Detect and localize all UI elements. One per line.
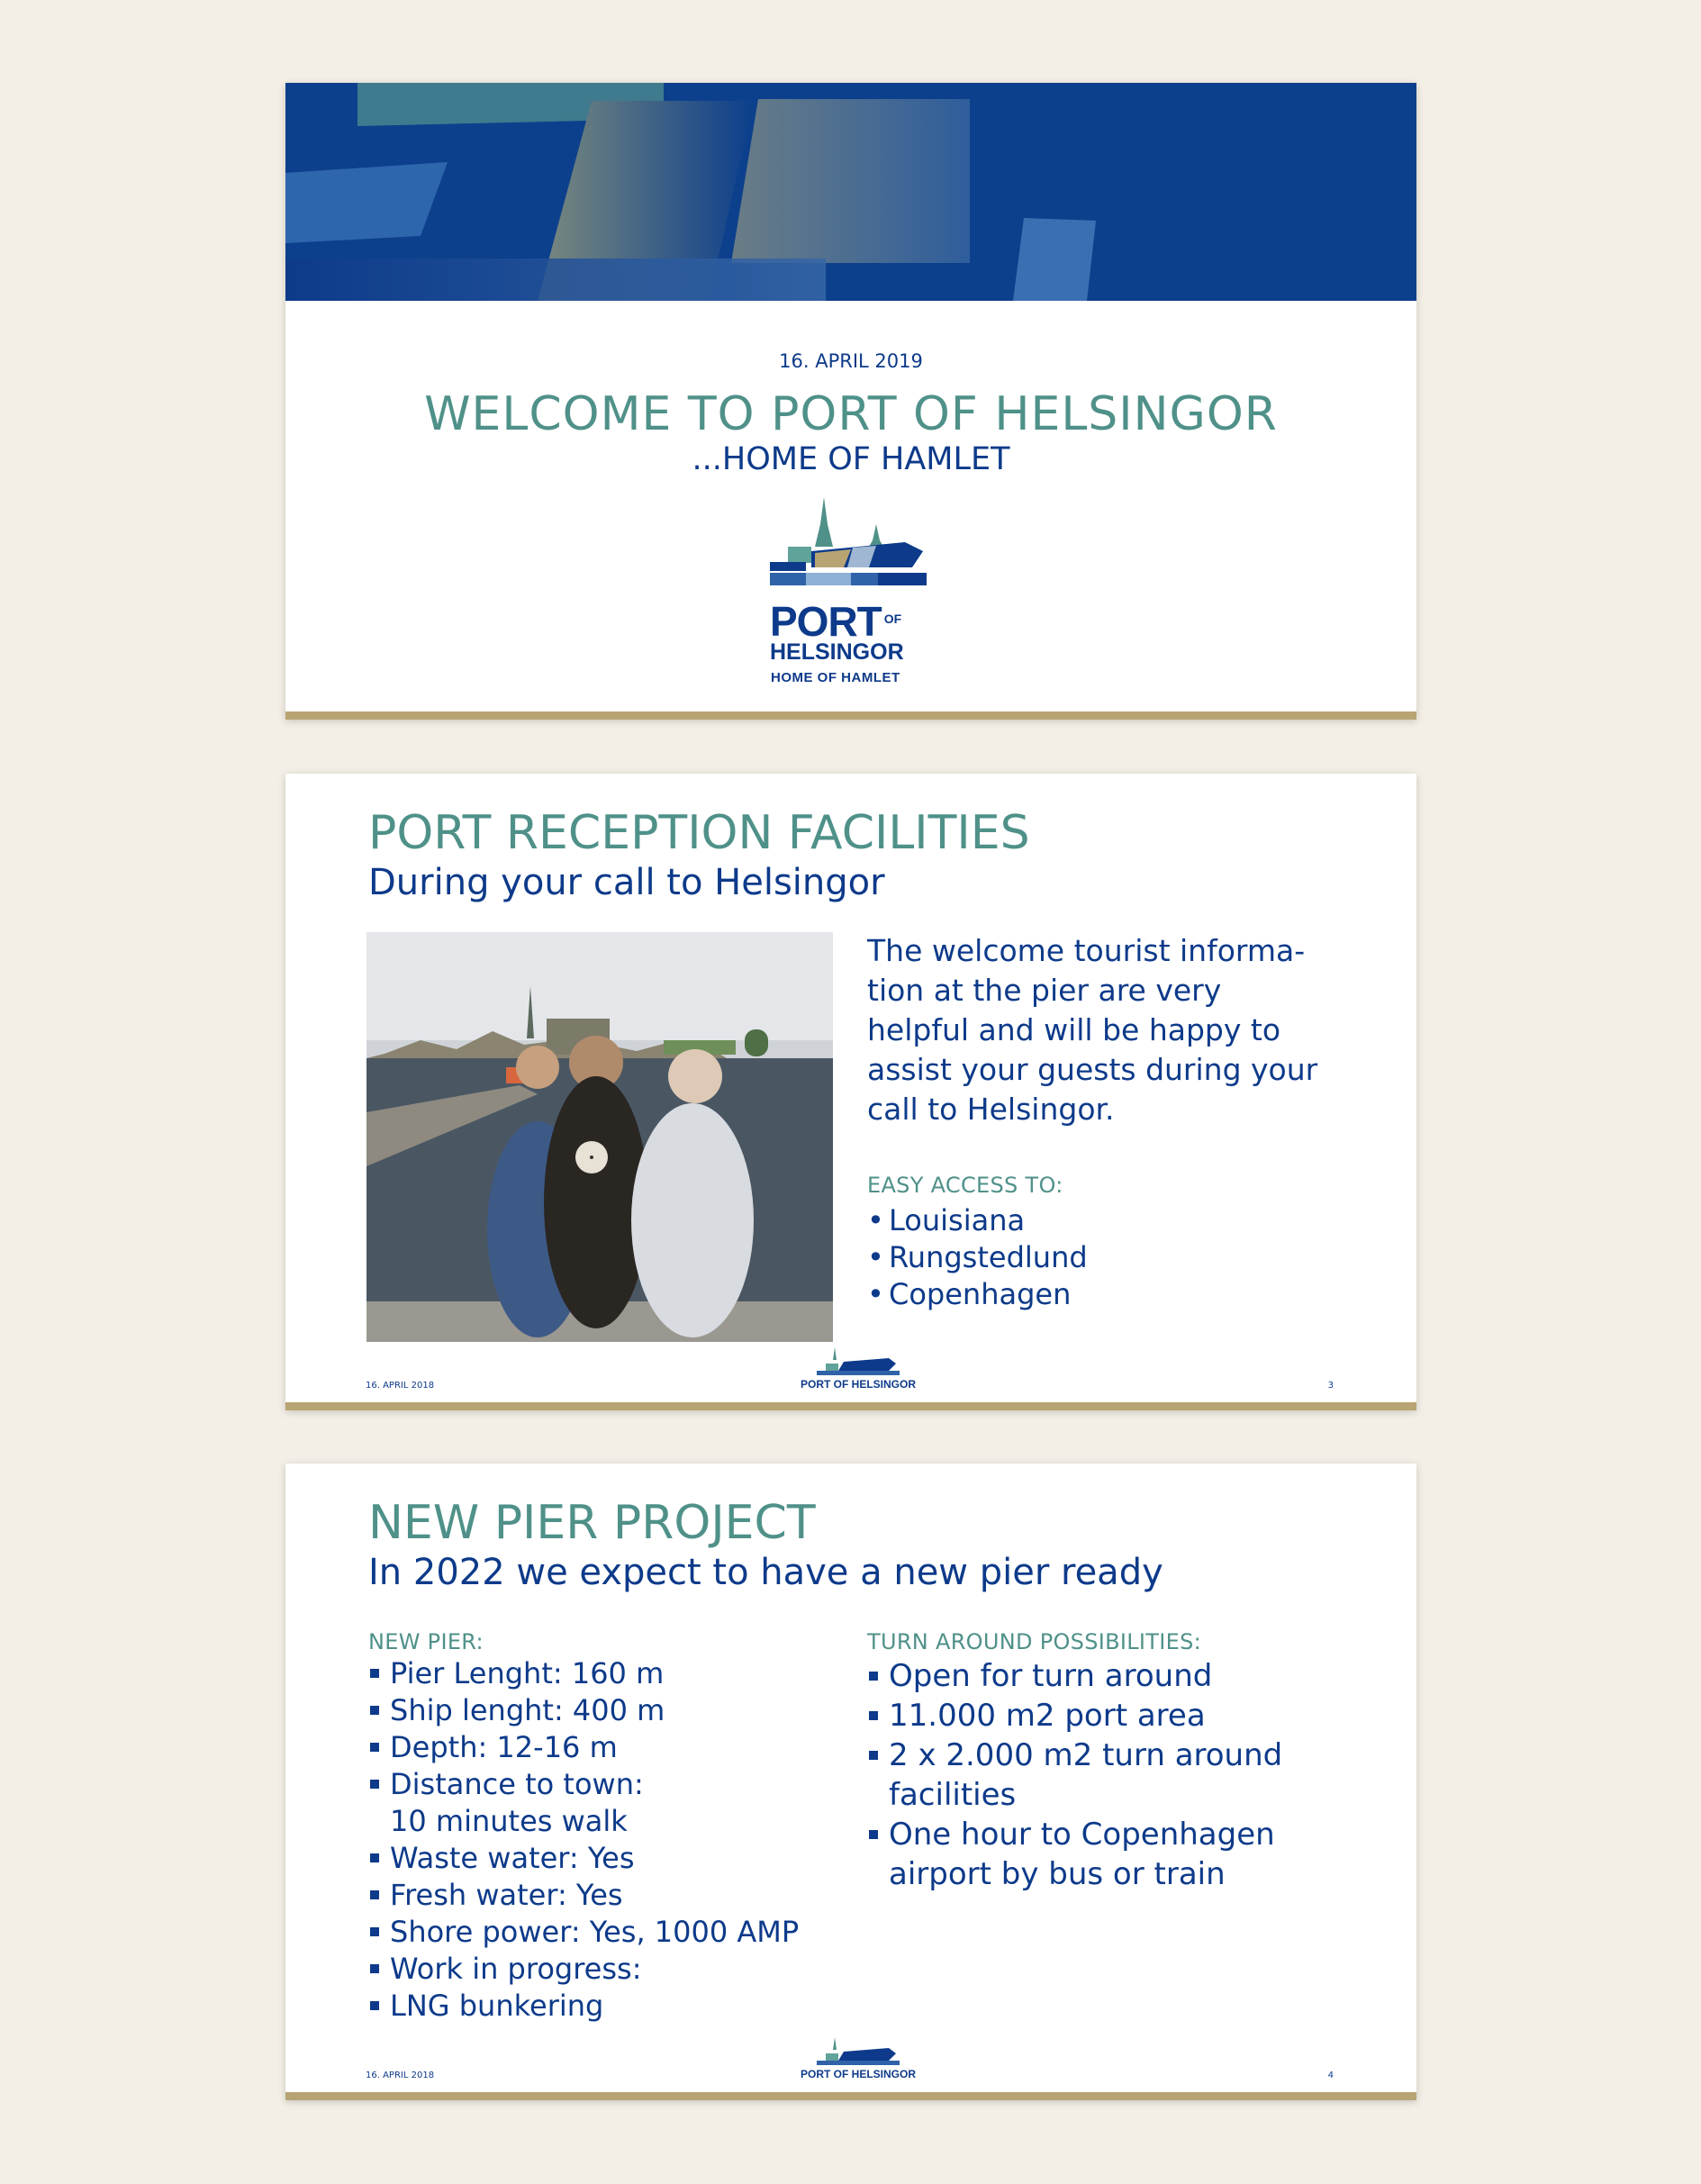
list-item: 11.000 m2 port area	[867, 1696, 1335, 1735]
access-list	[867, 1202, 1088, 1313]
footer-date: 16. APRIL 2018	[366, 2071, 435, 2080]
list-item: Work in progress:	[368, 1951, 799, 1988]
list-item: 2 x 2.000 m2 turn around facilities	[867, 1735, 1335, 1815]
slide-heading: NEW PIER PROJECT	[368, 1496, 816, 1550]
footer-logo-text: PORT OF HELSINGOR	[801, 1378, 917, 1391]
list-item: Waste water: Yes	[368, 1840, 799, 1877]
footer-date: 16. APRIL 2018	[366, 1381, 435, 1391]
description-line: tion at the pier are very	[867, 973, 1222, 1008]
list-item: Fresh water: Yes	[368, 1877, 799, 1914]
logo-tagline: HOME OF HAMLET	[771, 670, 900, 685]
list-item: LNG bunkering	[368, 1988, 799, 2025]
visitors-photo	[366, 932, 833, 1342]
list-item: Shore power: Yes, 1000 AMP	[368, 1914, 799, 1951]
list-item: • Copenhagen	[867, 1276, 1088, 1313]
turn-around-list	[867, 1656, 1335, 1894]
footer-logo	[799, 2035, 917, 2080]
description-line: assist your guests during your	[867, 1052, 1318, 1087]
gold-bottom-bar	[285, 2092, 1416, 2100]
gold-bottom-bar	[285, 711, 1416, 720]
reception-description	[867, 931, 1353, 1129]
footer-logo-text: PORT OF HELSINGOR	[801, 2068, 917, 2080]
new-pier-label: NEW PIER:	[368, 1629, 484, 1654]
pier-specs-list	[368, 1655, 799, 2025]
slide-port-reception	[285, 774, 1416, 1410]
easy-access-label: EASY ACCESS TO:	[867, 1173, 1063, 1198]
footer-logo	[799, 1346, 917, 1391]
slide-title-heading: WELCOME TO PORT OF HELSINGOR	[424, 387, 1278, 441]
list-item: Pier Lenght: 160 m	[368, 1655, 799, 1692]
slide-new-pier	[285, 1464, 1416, 2100]
slide-subheading: During your call to Helsingor	[368, 862, 885, 903]
slide-subheading: In 2022 we expect to have a new pier ready	[368, 1552, 1163, 1593]
list-item: One hour to Copenhagen airport by bus or train	[867, 1815, 1335, 1894]
skyline-icon	[799, 1346, 907, 1376]
skyline-icon	[799, 2035, 907, 2066]
slide-heading: PORT RECEPTION FACILITIES	[368, 806, 1030, 860]
logo-port-word: PORT $^{OF}$	[770, 598, 902, 645]
list-item: Ship lenght: 400 m	[368, 1692, 799, 1729]
port-logo	[770, 497, 932, 695]
presentation-date: 16. APRIL 2019	[779, 350, 923, 372]
slide-subtitle: ...HOME OF HAMLET	[692, 441, 1010, 477]
list-item: Depth: 12-16 m	[368, 1729, 799, 1766]
list-item: • Louisiana	[867, 1202, 1088, 1239]
page-number: 4	[1327, 2071, 1334, 2080]
description-line: The welcome tourist informa-	[867, 933, 1306, 968]
header-banner	[285, 83, 1416, 301]
turn-around-label: TURN AROUND POSSIBILITIES:	[867, 1629, 1202, 1654]
description-line: helpful and will be happy to	[867, 1012, 1281, 1047]
skyline-icon	[770, 497, 932, 596]
logo-helsingor-word: HELSINGOR	[770, 639, 904, 665]
slide-title	[285, 83, 1416, 720]
list-item: • Rungstedlund	[867, 1239, 1088, 1276]
list-item: Distance to town: 10 minutes walk	[368, 1766, 799, 1840]
description-line: call to Helsingor.	[867, 1092, 1115, 1127]
page-number: 3	[1327, 1381, 1334, 1391]
list-item: Open for turn around	[867, 1656, 1335, 1696]
gold-bottom-bar	[285, 1402, 1416, 1410]
